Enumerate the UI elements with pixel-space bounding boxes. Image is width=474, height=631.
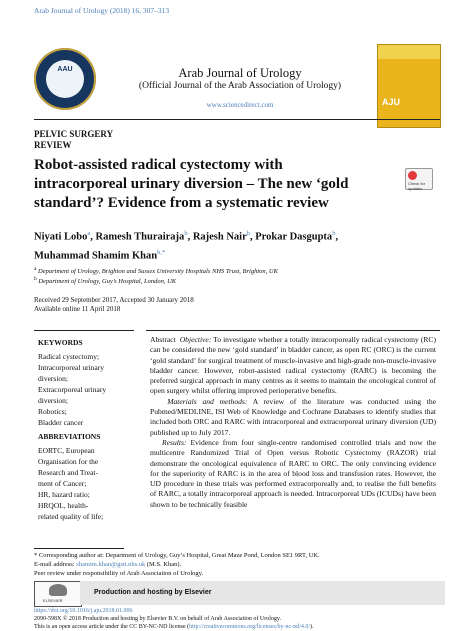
keyword-item: Robotics; [38,407,67,416]
check-for-updates-label: Check for updates [408,181,426,191]
methods-label: Materials and methods: [167,396,248,406]
corresponding-footnote [34,551,320,560]
author-affiliation-mark: b [332,230,336,237]
title-line-3: standard’? Evidence from a systematic review [34,195,329,211]
author-name[interactable]: Niyati Lobo [34,231,88,243]
title-line-2: intracorporeal urinary diversion – The new ‘gold [34,176,349,192]
elsevier-tree-icon [49,584,67,596]
elsevier-logo [34,581,82,607]
header-rule [34,119,440,120]
abstract-top-rule [146,330,440,331]
online-date: Available online 11 April 2018 [34,305,121,313]
keywords-heading: KEYWORDS [38,338,83,347]
hosting-label: Production and hosting by Elsevier [94,589,212,596]
keywords-top-rule [34,330,134,331]
hosting-bar [80,581,445,605]
aau-seal-icon: AAU [34,48,96,110]
methods-text: A review of the literature was conducted using the Pubmed/MEDLINE, ISI Web of Knowledge and Cochrane Databases to identify studies that included both ORC and RARC with intracorporeal and extracorporeal urinary diversion (UD) published up to July 2017. [150,396,437,437]
affiliation-text: Department of Urology, Guy’s Hospital, London, UK [38,278,177,286]
affiliation-text: Department of Urology, Brighton and Sussex University Hospitals NHS Trust, Brighton, UK [38,268,278,276]
author-separator: , [335,231,339,243]
keyword-item: Bladder cancer [38,418,84,427]
license-line [34,623,314,631]
author-name[interactable]: , Ramesh Thurairaja [90,231,185,243]
section-line-1: PELVIC SURGERY [34,129,114,139]
author-name[interactable]: , Prokar Dasgupta [250,231,333,243]
keywords-list [38,351,130,428]
author-affiliation-mark: b [184,230,188,237]
journal-reference: Arab Journal of Urology (2018) 16, 307–313 [34,6,170,15]
keyword-item: diversion; [38,374,68,383]
author-affiliation-mark: b,* [157,248,166,256]
objective-text: To investigate whether a totally intracorporeally radical cystectomy (RC) can be considered the new ‘gold standard’ in bladder cancer, as open RC (ORC) is the current ‘gold standard’ for surgical treatment of muscle-invasive and high-grade non-muscle-invasive bladder cancer. However, robot-assisted radical cystectomy (RARC) is becoming the preferred surgical approach in many centres as it seems to maintain the oncological control of open surgery whilst offering improved perioperative benefits. [150,335,437,396]
abbreviation-item: Research and Treat- [38,468,98,477]
peer-review-note: Peer review under responsibility of Arab Association of Urology. [34,570,204,577]
keyword-item: Intracorporeal urinary [38,363,105,372]
abbreviation-item: HRQOL, health- [38,501,89,510]
license-pre: This is an open access article under the CC BY-NC-ND license ( [34,624,190,630]
license-link[interactable]: http://creativecommons.org/licenses/by-nc-nd/4.0/ [189,624,310,630]
section-line-2: REVIEW [34,140,72,150]
check-for-updates-button[interactable] [405,168,433,190]
abbreviation-item: HR, hazard ratio; [38,490,90,499]
affiliation-a [34,266,278,275]
abbreviation-item: EORTC, European [38,446,95,455]
copyright-line: 2090-598X © 2018 Production and hosting by Elsevier B.V. on behalf of Arab Association of Urology. [34,616,282,622]
footnote-mark: * [34,552,38,559]
abbreviations-heading: ABBREVIATIONS [38,432,101,441]
affiliation-mark: a [34,266,37,272]
email-tail: (M.S. Khan). [146,561,182,568]
journal-cover-icon [377,44,441,128]
abbreviations-list [38,445,130,522]
author-affiliation-mark: b [246,230,251,237]
keyword-item: Radical cystectomy; [38,352,100,361]
author-name[interactable]: Muhammad Shamim Khan [34,250,158,261]
author-list [34,226,434,263]
abbreviation-item: Organisation for the [38,457,99,466]
email-link[interactable]: shamim.khan@gstt.nhs.uk [76,561,146,568]
email-footnote [34,560,181,569]
crossmark-icon [408,171,417,180]
email-label: E-mail address: [34,561,75,568]
author-name[interactable]: , Rajesh Nair [187,231,247,243]
author-affiliation-mark: a [87,230,91,237]
publisher-name: ELSEVIER [43,598,63,603]
results-text: Evidence from four single-centre randomised controlled trials and now the multicentre Randomized Trial of Open versus Robotic Cystectomy (RAZOR) trial demonstrate the oncological equivalence of RARC to ORC. The only convincing evidence for the superiority of RARC is in the area of blood loss and transfusion rates. However, the UD procedure in these trials was performed extracorporeally and, to realise the full benefits of RARC, a totally intracorporeal approach is needed. Intracorporeal UDs (ICUDs) have been shown to be technically feasible [150,437,436,509]
results-label: Results: [161,437,187,447]
cover-label: AJU [382,97,401,107]
section-label [34,129,113,151]
keyword-item: Extracorporeal urinary [38,385,107,394]
received-date: Received 29 September 2017, Accepted 30 January 2018 [34,296,194,304]
affiliation-mark: b [34,276,37,282]
corresponding-text: Corresponding author at: Department of Urology, Guy’s Hospital, Great Maze Pond, London SE1 9RT, UK. [38,552,320,559]
abbreviation-item: related quality of life; [38,512,104,521]
abstract-label: Abstract [150,335,176,344]
objective-label: Objective: [179,335,212,344]
abbreviation-item: ment of Cancer; [38,479,87,488]
footnote-rule [34,548,124,549]
keyword-item: diversion; [38,396,68,405]
title-line-1: Robot-assisted radical cystectomy with [34,157,283,173]
doi-link[interactable]: https://doi.org/10.1016/j.aju.2018.01.006 [34,608,133,614]
journal-subtitle: (Official Journal of the Arab Association of Urology) [138,81,342,91]
journal-url-link[interactable]: www.sciencedirect.com [206,101,274,109]
journal-title: Arab Journal of Urology [178,66,302,80]
license-post: ). [310,624,314,630]
abstract-body [150,335,436,510]
article-title [34,156,374,213]
affiliation-b [34,276,176,285]
